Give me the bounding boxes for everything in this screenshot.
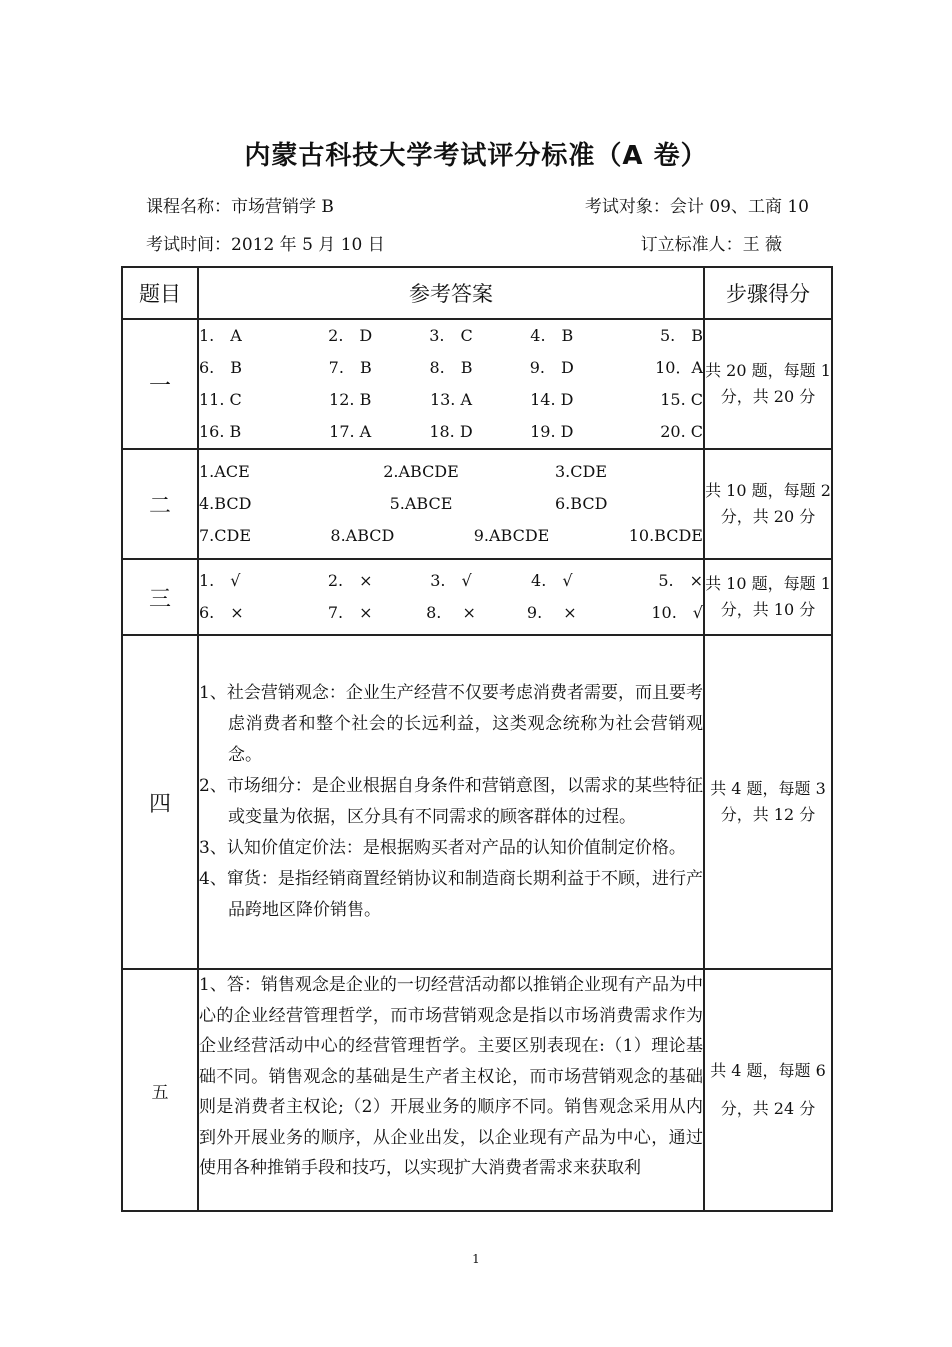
- answer-item: 6. ×: [199, 603, 244, 622]
- answer-item: 10．A: [655, 358, 703, 377]
- answer-item: 5. ×: [658, 571, 703, 590]
- answer-item: 15. C: [660, 390, 703, 409]
- exam-date: 考试时间：2012 年 5 月 10 日: [146, 235, 385, 255]
- answer-item: 2. D: [328, 326, 373, 345]
- page-title: 内蒙古科技大学考试评分标准（A 卷）: [244, 141, 708, 171]
- answer-item: 7. ×: [327, 603, 373, 622]
- answer-item: 17. A: [329, 422, 372, 441]
- section-2-row: [122, 449, 832, 559]
- definition-item: 1、社会营销观念：企业生产经营不仅要考虑消费者需要，而且要考虑消费者和整个社会的长远利益，这类观念统称为社会营销观念。: [199, 683, 703, 765]
- answer-item: 1.ACE: [199, 462, 250, 481]
- section-3-answers: [198, 559, 704, 635]
- section-1-row: [122, 319, 832, 449]
- section-3-label: 三: [122, 559, 198, 635]
- table-header-row: [122, 267, 832, 319]
- answer-item: 7.CDE: [199, 526, 252, 545]
- answer-item: 18. D: [429, 422, 473, 441]
- answer-item: 1. √: [199, 571, 241, 590]
- answer-item: 3. √: [430, 571, 472, 590]
- section-2-answers: [198, 449, 704, 559]
- answer-item: 2.ABCDE: [383, 462, 459, 481]
- section-3-row: [122, 559, 832, 635]
- answer-item: 4. B: [530, 326, 574, 345]
- header-score: 步骤得分: [704, 267, 832, 319]
- answer-item: 11. C: [199, 390, 242, 409]
- section-5-score: 共 4 题，每题 6 分，共 24 分: [704, 969, 832, 1211]
- answer-item: 6. B: [199, 358, 243, 377]
- answer-item: 3.CDE: [555, 462, 608, 481]
- answer-item: 16. B: [199, 422, 242, 441]
- answer-item: 19. D: [530, 422, 574, 441]
- answer-item: 4.BCD: [199, 494, 252, 513]
- answer-item: 1. A: [199, 326, 242, 345]
- header-question: 题目: [122, 267, 198, 319]
- answer-item: 9. D: [529, 358, 574, 377]
- answer-item: 7. B: [328, 358, 372, 377]
- section-4-row: [122, 635, 832, 969]
- answer-item: 5.ABCE: [389, 494, 453, 513]
- answer-item: 2. ×: [327, 571, 373, 590]
- definition-item: 4、窜货：是指经销商置经销协议和制造商长期利益于不顾，进行产品跨地区降价销售。: [199, 869, 703, 920]
- section-4-score: 共 4 题，每题 3 分，共 12 分: [704, 635, 832, 969]
- section-5-row: [122, 969, 832, 1211]
- answer-item: 10.BCDE: [628, 526, 703, 545]
- answer-item: 8. ×: [426, 603, 476, 622]
- answer-item: 3. C: [429, 326, 473, 345]
- answer-item: 13. A: [429, 390, 473, 409]
- section-5-answer: 1、答：销售观念是企业的一切经营活动都以推销企业现有产品为中心的企业经营管理哲学，而市场营销观念是指以市场消费需求作为企业经营活动中心的经营管理哲学。主要区别表现在:（1）理论基础不同。销售观念的基础是生产者主权论，而市场营销观念的基础则是消费者主权论;（2）开展业务的顺序不同。销售观念采用从内到外开展业务的顺序，从企业出发，以企业现有产品为中心，通过使用各种推销手段和技巧，以实现扩大消费者需求来获取利: [198, 969, 704, 1211]
- header-answer: 参考答案: [198, 267, 704, 319]
- section-1-answers: [198, 319, 704, 449]
- section-3-score: 共 10 题，每题 1 分，共 10 分: [704, 559, 832, 635]
- answer-item: 5. B: [659, 326, 703, 345]
- exam-target: 考试对象：会计 09、工商 10: [584, 197, 809, 217]
- section-2-label: 二: [122, 449, 198, 559]
- answer-item: 10. √: [651, 603, 703, 622]
- standard-author: 订立标准人：王 薇: [640, 235, 782, 255]
- section-1-score: 共 20 题，每题 1 分，共 20 分: [704, 319, 832, 449]
- section-4-answers: [198, 635, 704, 969]
- answer-item: 12. B: [329, 390, 372, 409]
- answer-item: 14. D: [530, 390, 574, 409]
- answer-item: 4. √: [531, 571, 573, 590]
- answer-item: 8.ABCD: [330, 526, 395, 545]
- course-name: 课程名称：市场营销学 B: [146, 197, 334, 217]
- section-2-score: 共 10 题，每题 2 分，共 20 分: [704, 449, 832, 559]
- section-1-label: 一: [122, 319, 198, 449]
- grading-table: [121, 266, 833, 1212]
- page-number: 1: [472, 1252, 480, 1266]
- answer-item: 9.ABCDE: [473, 526, 550, 545]
- section-5-label: 五: [122, 969, 198, 1211]
- answer-item: 20. C: [660, 422, 703, 441]
- section-4-label: 四: [122, 635, 198, 969]
- answer-item: 9. ×: [526, 603, 577, 622]
- definition-item: 3、认知价值定价法：是根据购买者对产品的认知价值制定价格。: [199, 838, 686, 858]
- answer-item: 6.BCD: [555, 494, 608, 513]
- answer-item: 8. B: [429, 358, 473, 377]
- definition-item: 2、市场细分：是企业根据自身条件和营销意图，以需求的某些特征或变量为依据，区分具有不同需求的顾客群体的过程。: [199, 776, 703, 827]
